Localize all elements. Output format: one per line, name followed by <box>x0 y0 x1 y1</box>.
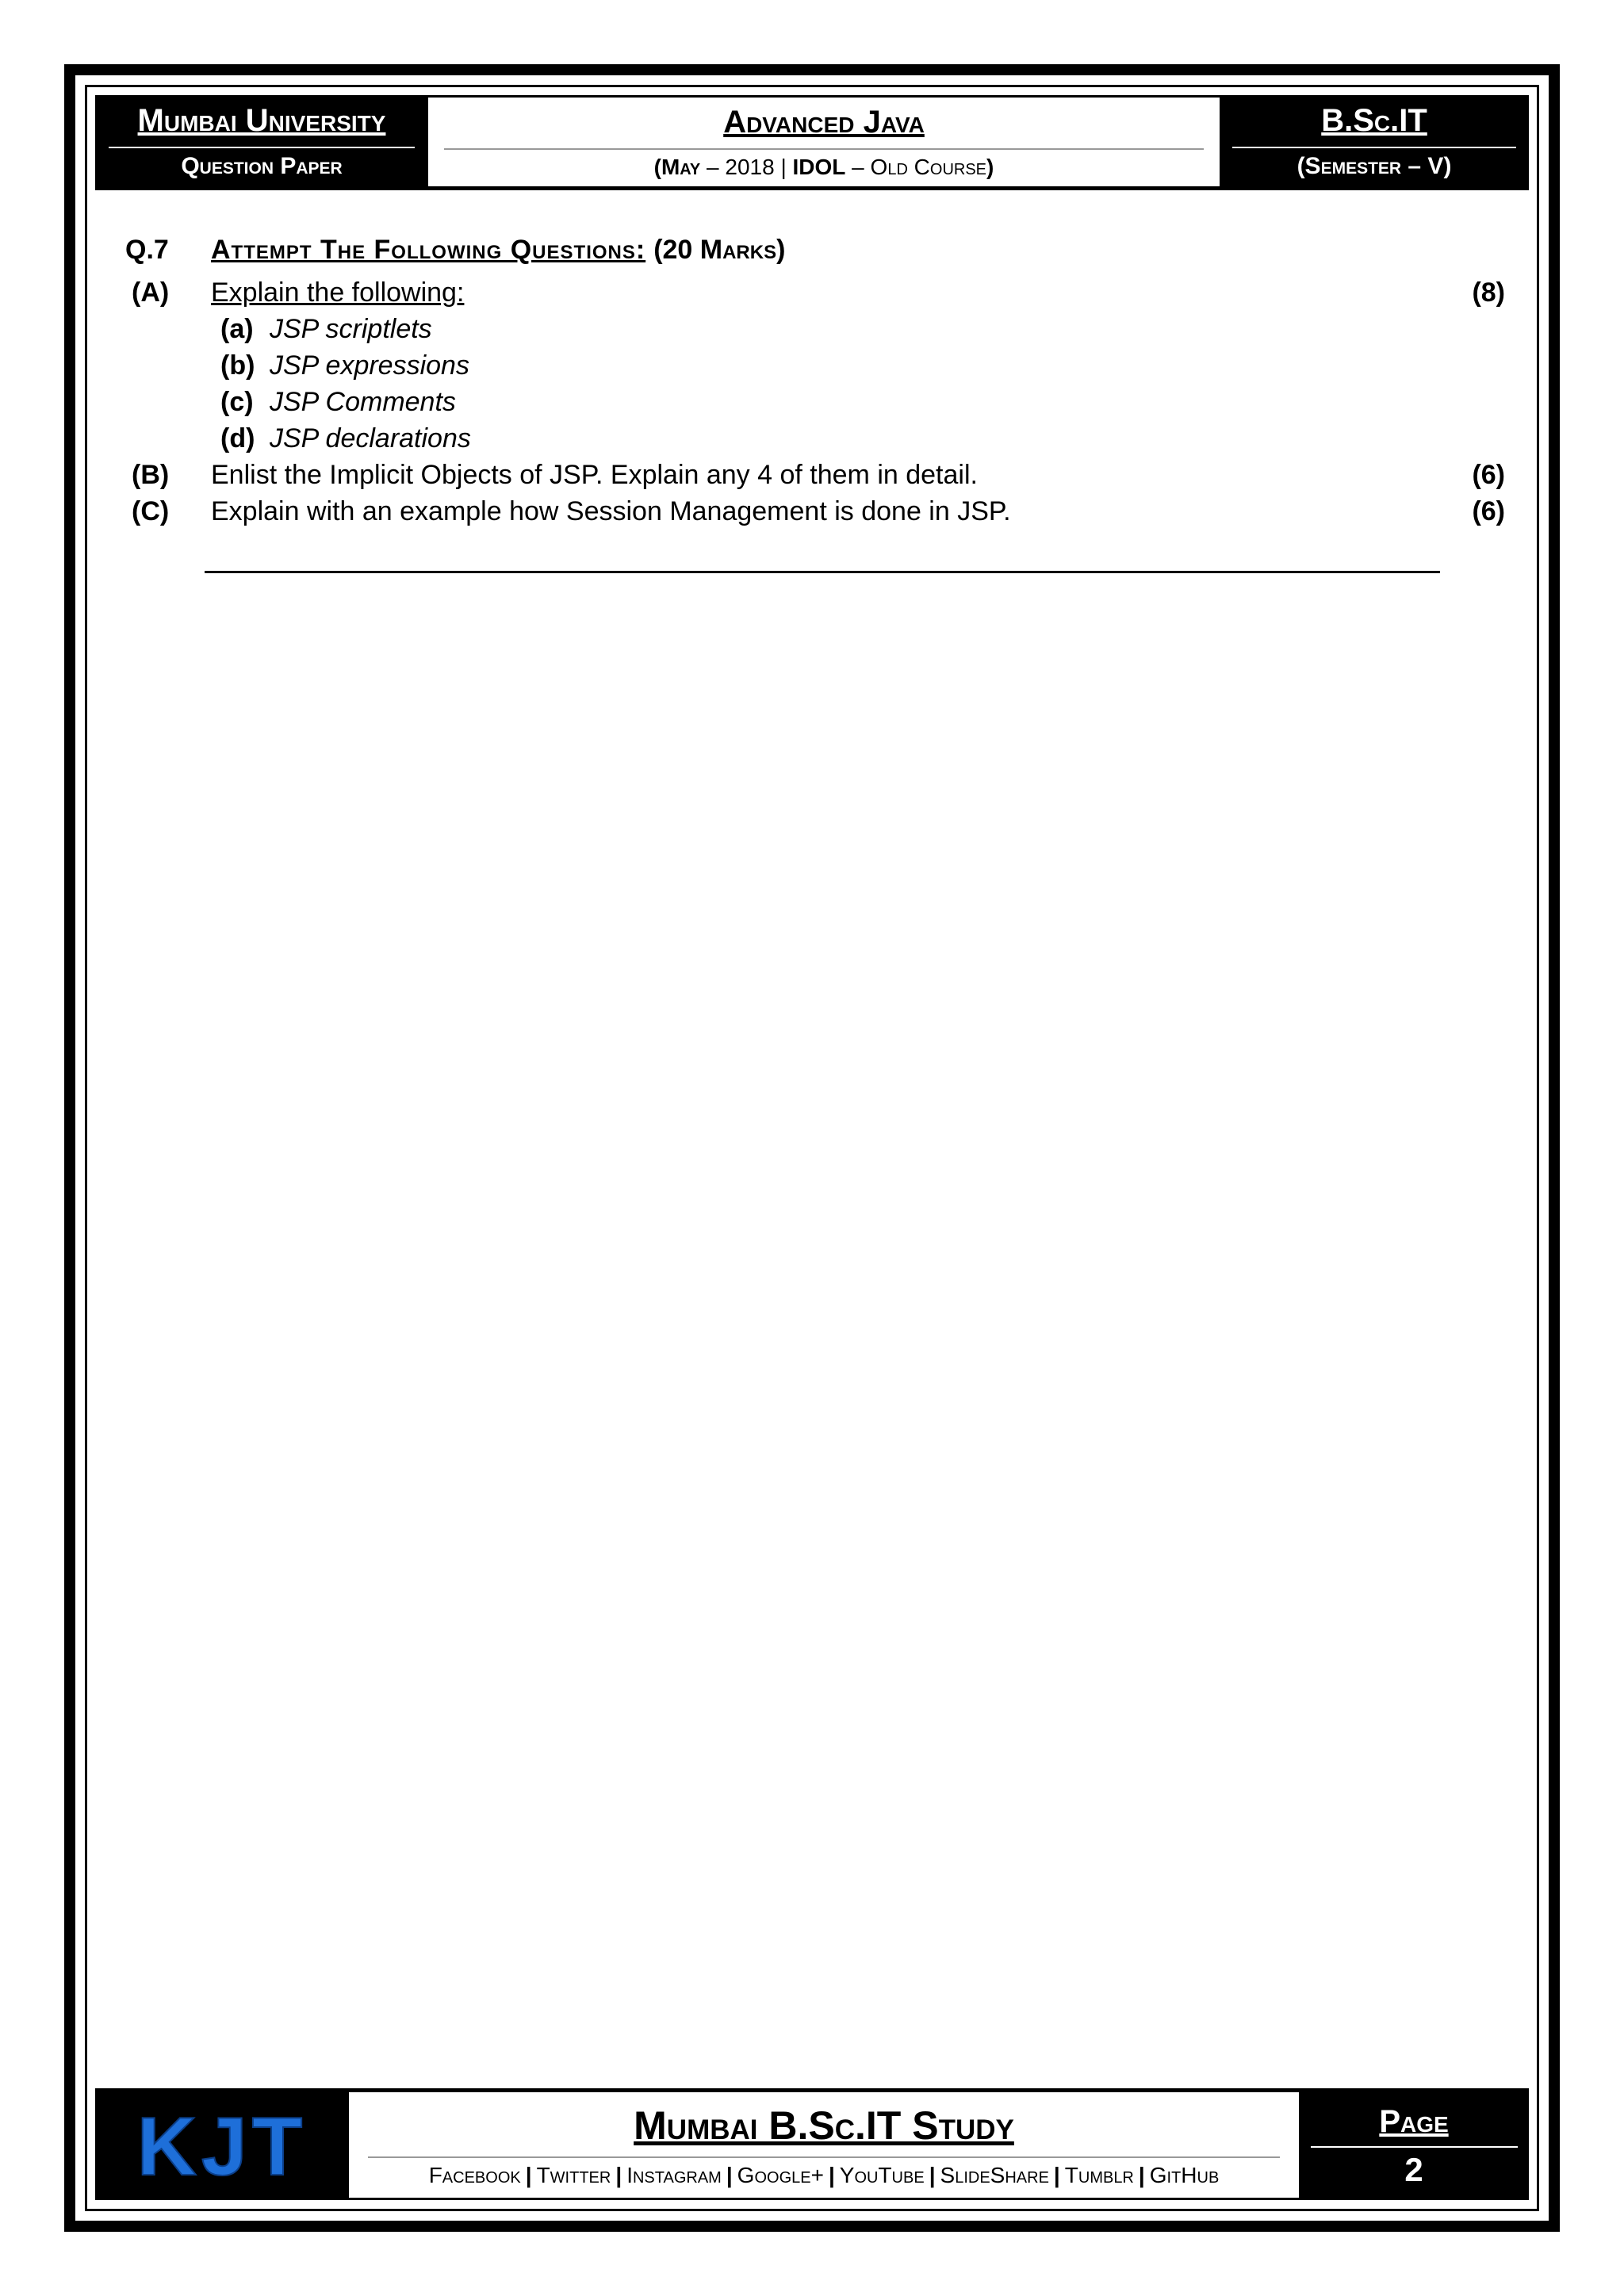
svg-text:KJT: KJT <box>136 2108 308 2184</box>
header-university-title: Mumbai University <box>137 102 386 138</box>
section-divider <box>205 571 1440 573</box>
part-marks: (6) <box>1472 496 1505 526</box>
footer-link-slideshare[interactable]: SlideShare <box>940 2162 1049 2187</box>
subpart-c <box>220 387 456 418</box>
header-subject-title: Advanced Java <box>723 105 925 140</box>
footer-page-cell <box>1299 2092 1529 2200</box>
page-header <box>95 95 1529 190</box>
header-semester: (Semester – V) <box>1297 152 1452 179</box>
page-label: Page <box>1379 2103 1449 2139</box>
subpart-a <box>220 314 432 345</box>
question-header <box>125 235 785 266</box>
footer-link-twitter[interactable]: Twitter <box>536 2162 611 2187</box>
part-marks: (6) <box>1472 460 1505 490</box>
page-footer <box>95 2088 1529 2200</box>
link-separator: | <box>828 2162 835 2187</box>
footer-link-tumblr[interactable]: Tumblr <box>1064 2162 1134 2187</box>
subpart-text: JSP Comments <box>270 387 456 417</box>
subpart-label: (d) <box>220 423 255 453</box>
footer-social-links <box>429 2158 1220 2188</box>
question-part-a <box>125 277 1505 308</box>
question-marks: (20 Marks) <box>653 235 786 265</box>
subpart-d <box>220 423 471 454</box>
footer-link-github[interactable]: GitHub <box>1149 2162 1220 2187</box>
subpart-text: JSP expressions <box>270 350 469 381</box>
kjt-logo <box>95 2092 349 2200</box>
header-exam-info: (May – 2018 | IDOL – Old Course) <box>653 155 994 179</box>
link-separator: | <box>1138 2162 1145 2187</box>
question-part-b <box>125 460 1505 491</box>
subpart-text: JSP scriptlets <box>270 314 432 344</box>
footer-link-google[interactable]: Google+ <box>737 2162 824 2187</box>
footer-link-facebook[interactable]: Facebook <box>428 2162 521 2187</box>
footer-link-instagram[interactable]: Instagram <box>626 2162 722 2187</box>
link-separator: | <box>726 2162 733 2187</box>
part-text: Explain the following: <box>211 277 465 308</box>
part-text: Explain with an example how Session Management is done in JSP. <box>211 496 1011 526</box>
question-part-c <box>125 496 1505 527</box>
link-separator: | <box>1053 2162 1060 2187</box>
header-subject-cell <box>428 95 1220 186</box>
question-number: Q.7 <box>125 235 169 265</box>
part-label: (B) <box>132 460 170 490</box>
header-paper-type: Question Paper <box>181 152 343 179</box>
link-separator: | <box>929 2162 936 2187</box>
subpart-label: (c) <box>220 387 254 417</box>
footer-center <box>349 2092 1299 2200</box>
subpart-text: JSP declarations <box>270 423 471 453</box>
footer-link-youtube[interactable]: YouTube <box>839 2162 925 2187</box>
subpart-label: (a) <box>220 314 254 344</box>
link-separator: | <box>525 2162 532 2187</box>
subpart-label: (b) <box>220 350 255 381</box>
subpart-b <box>220 350 469 381</box>
link-separator: | <box>615 2162 622 2187</box>
footer-site-title: Mumbai B.Sc.IT Study <box>634 2103 1014 2148</box>
part-label: (A) <box>132 277 170 308</box>
header-course-cell <box>1220 95 1529 186</box>
part-label: (C) <box>132 496 170 526</box>
page-number: 2 <box>1404 2150 1423 2188</box>
part-text: Enlist the Implicit Objects of JSP. Explain any 4 of them in detail. <box>211 460 978 490</box>
header-course-title: B.Sc.IT <box>1321 102 1427 138</box>
header-university-cell <box>95 95 428 186</box>
part-marks: (8) <box>1472 277 1505 308</box>
question-title: Attempt The Following Questions: <box>211 235 646 265</box>
kjt-logo-icon <box>115 2108 329 2184</box>
